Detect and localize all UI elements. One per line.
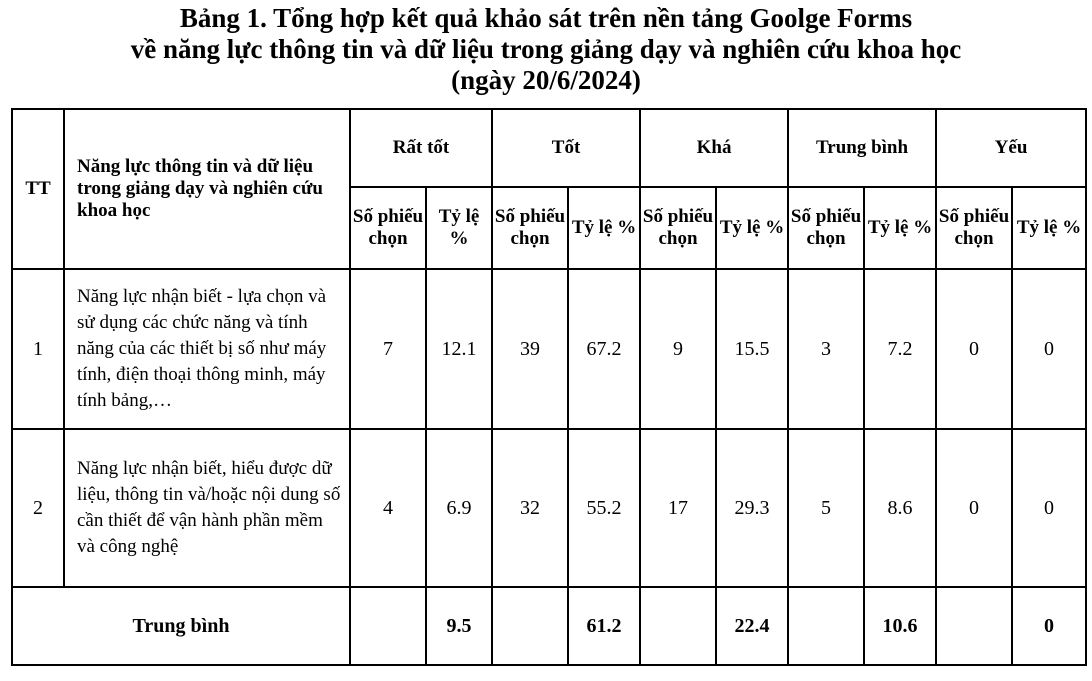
cell-yeu-count: 0 [936, 269, 1012, 429]
table-row [12, 429, 1086, 587]
cell-kha-pct: 29.3 [716, 429, 788, 587]
header-criterion: Năng lực thông tin và dữ liệu trong giảng dạy và nghiên cứu khoa học [64, 109, 350, 269]
cell-yeu-count: 0 [936, 429, 1012, 587]
header-count: Số phiếu chọn [492, 187, 568, 269]
header-group-tot: Tốt [492, 109, 640, 187]
cell-kha-count: 9 [640, 269, 716, 429]
average-row [12, 587, 1086, 665]
header-count: Số phiếu chọn [788, 187, 864, 269]
header-tt: TT [12, 109, 64, 269]
cell-rat-tot-pct: 6.9 [426, 429, 492, 587]
cell-trung-binh-count: 3 [788, 269, 864, 429]
cell-yeu-pct: 0 [1012, 269, 1086, 429]
cell-trung-binh-count: 5 [788, 429, 864, 587]
cell-trung-binh-pct: 7.2 [864, 269, 936, 429]
row-tt: 1 [12, 269, 64, 429]
cell-rat-tot-pct: 12.1 [426, 269, 492, 429]
header-pct: Tỷ lệ % [1012, 187, 1086, 269]
title-line-1: Bảng 1. Tổng hợp kết quả khảo sát trên nền tảng Goolge Forms [179, 3, 913, 33]
cell-tot-count: 32 [492, 429, 568, 587]
header-count: Số phiếu chọn [936, 187, 1012, 269]
cell-rat-tot-count: 4 [350, 429, 426, 587]
avg-kha-count [640, 587, 716, 665]
avg-tot-count [492, 587, 568, 665]
avg-trung-binh-pct: 10.6 [864, 587, 936, 665]
avg-rat-tot-pct: 9.5 [426, 587, 492, 665]
cell-trung-binh-pct: 8.6 [864, 429, 936, 587]
title-line-3: (ngày 20/6/2024) [451, 65, 641, 95]
cell-yeu-pct: 0 [1012, 429, 1086, 587]
avg-kha-pct: 22.4 [716, 587, 788, 665]
table-row [12, 269, 1086, 429]
header-pct: Tỷ lệ % [716, 187, 788, 269]
header-pct: Tỷ lệ % [568, 187, 640, 269]
avg-rat-tot-count [350, 587, 426, 665]
avg-trung-binh-count [788, 587, 864, 665]
title-line-2: về năng lực thông tin và dữ liệu trong giảng dạy và nghiên cứu khoa học [130, 34, 962, 64]
header-pct: Tỷ lệ % [426, 187, 492, 269]
row-criterion: Năng lực nhận biết, hiểu được dữ liệu, thông tin và/hoặc nội dung số cần thiết để vận hành phần mềm và công nghệ [64, 429, 350, 587]
header-group-yeu: Yếu [936, 109, 1086, 187]
header-group-rat-tot: Rất tốt [350, 109, 492, 187]
header-pct: Tỷ lệ % [864, 187, 936, 269]
survey-table [11, 108, 1087, 666]
header-count: Số phiếu chọn [350, 187, 426, 269]
cell-tot-count: 39 [492, 269, 568, 429]
average-label: Trung bình [12, 587, 350, 665]
table-title [0, 3, 1092, 96]
cell-rat-tot-count: 7 [350, 269, 426, 429]
row-criterion: Năng lực nhận biết - lựa chọn và sử dụng các chức năng và tính năng của các thiết bị số như máy tính, điện thoại thông minh, máy tính bảng,… [64, 269, 350, 429]
cell-tot-pct: 67.2 [568, 269, 640, 429]
avg-yeu-count [936, 587, 1012, 665]
header-group-kha: Khá [640, 109, 788, 187]
cell-kha-pct: 15.5 [716, 269, 788, 429]
header-count: Số phiếu chọn [640, 187, 716, 269]
avg-yeu-pct: 0 [1012, 587, 1086, 665]
cell-tot-pct: 55.2 [568, 429, 640, 587]
header-group-trung-binh: Trung bình [788, 109, 936, 187]
cell-kha-count: 17 [640, 429, 716, 587]
row-tt: 2 [12, 429, 64, 587]
avg-tot-pct: 61.2 [568, 587, 640, 665]
